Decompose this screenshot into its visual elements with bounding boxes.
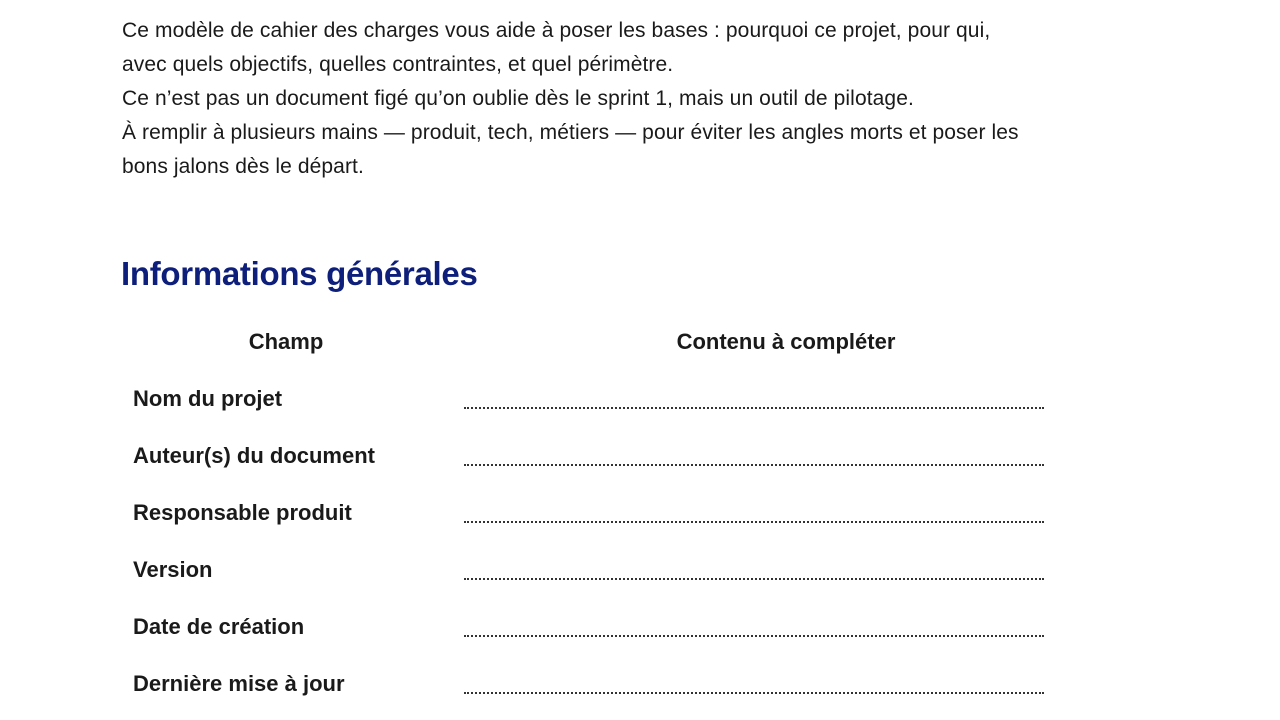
dotted-fill-line: [464, 682, 1044, 694]
general-info-table: [122, 313, 1122, 712]
table-header-row: [122, 313, 1122, 370]
table-row: [122, 370, 1122, 427]
intro-line: bons jalons dès le départ.: [122, 155, 364, 178]
dotted-fill-line: [464, 625, 1044, 637]
value-cell[interactable]: [450, 541, 1122, 598]
field-label: Dernière mise à jour: [133, 670, 345, 696]
dotted-fill-line: [464, 397, 1044, 409]
intro-line: Ce n’est pas un document figé qu’on oublie dès le sprint 1, mais un outil de pilotage.: [122, 87, 914, 110]
value-cell[interactable]: [450, 655, 1122, 712]
field-label: Nom du projet: [133, 385, 283, 411]
table-row: [122, 484, 1122, 541]
value-cell[interactable]: [450, 598, 1122, 655]
intro-line: avec quels objectifs, quelles contraintes, et quel périmètre.: [122, 53, 674, 76]
field-label: Responsable produit: [133, 499, 352, 525]
table-row: [122, 655, 1122, 712]
value-cell[interactable]: [450, 484, 1122, 541]
intro-paragraph: [122, 14, 1162, 184]
column-header-content: Contenu à compléter: [676, 328, 896, 354]
table-row: [122, 541, 1122, 598]
field-label: Version: [133, 556, 213, 582]
column-header-field: Champ: [248, 328, 324, 354]
table-header: [122, 313, 1122, 370]
field-label: Date de création: [133, 613, 305, 639]
table-row: [122, 427, 1122, 484]
field-label: Auteur(s) du document: [133, 442, 375, 468]
dotted-fill-line: [464, 454, 1044, 466]
value-cell[interactable]: [450, 370, 1122, 427]
intro-line: À remplir à plusieurs mains — produit, tech, métiers — pour éviter les angles morts et poser les: [122, 121, 1019, 144]
table-body: [122, 370, 1122, 712]
table-row: [122, 598, 1122, 655]
dotted-fill-line: [464, 568, 1044, 580]
value-cell[interactable]: [450, 427, 1122, 484]
intro-line: Ce modèle de cahier des charges vous aide à poser les bases : pourquoi ce projet, pour qui,: [122, 19, 991, 42]
section-title: Informations générales: [121, 255, 478, 292]
dotted-fill-line: [464, 511, 1044, 523]
